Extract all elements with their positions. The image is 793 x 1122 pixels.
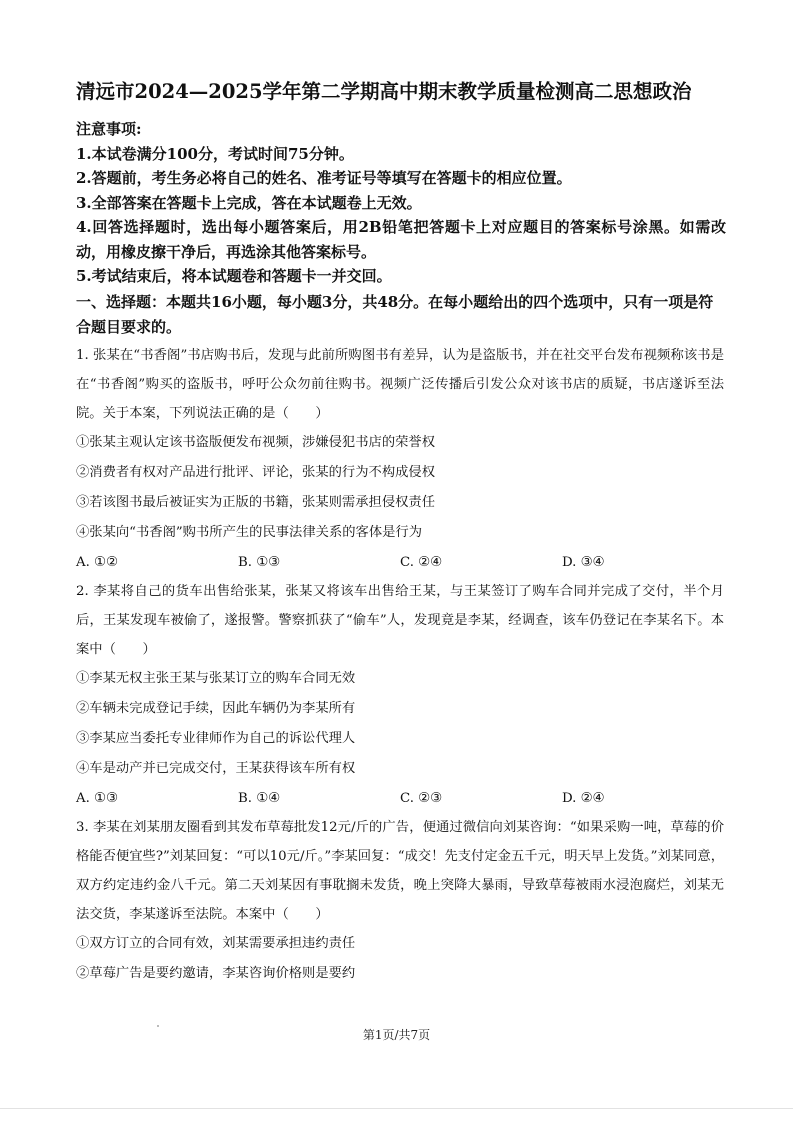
questions-list — [76, 341, 724, 989]
notes-heading: 注意事项: — [76, 120, 142, 138]
note-item: 5.考试结束后，将本试题卷和答题卡一并交回。 — [76, 267, 392, 285]
choice-c: C. ②③ — [400, 791, 442, 806]
page-number: 第1页/共7页 — [362, 1028, 431, 1042]
question-3 — [76, 813, 724, 989]
section-heading: 一、选择题：本题共16小题，每小题3分，共48分。在每小题给出的四个选项中，只有一项是符合题目要求的。 — [76, 293, 714, 336]
statement-item: ①李某无权主张王某与张某订立的购车合同无效 — [76, 671, 356, 686]
statement-item: ②车辆未完成登记手续，因此车辆仍为李某所有 — [76, 701, 356, 716]
statement-item: ②消费者有权对产品进行批评、评论，张某的行为不构成侵权 — [76, 465, 436, 480]
page-title: 清远市2024—2025学年第二学期高中期末教学质量检测高二思想政治 — [76, 80, 692, 103]
question-stem: 2. 李某将自己的货车出售给张某，张某又将该车出售给王某，与王某签订了购车合同并完成了交付，半个月后，王某发现车被偷了，遂报警。警察抓获了“偷车”人，发现竟是李某，经调查，该车仍登记在李某名下。本案中（ ） — [76, 584, 724, 657]
note-item: 3.全部答案在答题卡上完成，答在本试题卷上无效。 — [76, 193, 422, 212]
statement-item: ④车是动产并已完成交付，王某获得该车所有权 — [76, 761, 356, 776]
choice-a: A. ①③ — [76, 791, 118, 806]
notes-block — [76, 117, 726, 289]
question-stem: 1. 张某在“书香阁”书店购书后，发现与此前所购图书有差异，认为是盗版书，并在社交平台发布视频称该书是在“书香阁”购买的盗版书，呼吁公众勿前往购书。视频广泛传播后引发公众对该书店的质疑，书店遂诉至法院。关于本案，下列说法正确的是（ ） — [76, 348, 724, 421]
note-item: 1.本试卷满分100分，考试时间75分钟。 — [76, 144, 354, 163]
choice-b: B. ①③ — [238, 555, 281, 570]
note-item: 4.回答选择题时，选出每小题答案后，用2B铅笔把答题卡上对应题目的答案标号涂黑。如需改动，用橡皮擦干净后，再选涂其他答案标号。 — [76, 218, 726, 261]
statement-item: ③若该图书最后被证实为正版的书籍，张某则需承担侵权责任 — [76, 495, 436, 510]
choice-b: B. ①④ — [238, 791, 281, 806]
answer-choices — [76, 784, 724, 813]
choice-a: A. ①② — [76, 555, 118, 570]
statement-item: ④张某向“书香阁”购书所产生的民事法律关系的客体是行为 — [76, 525, 423, 540]
statement-item: ①张某主观认定该书盗版便发布视频，涉嫌侵犯书店的荣誉权 — [76, 435, 436, 450]
page-bottom-rule — [0, 1108, 793, 1109]
question-1 — [76, 341, 724, 577]
answer-choices — [76, 548, 724, 577]
question-2 — [76, 577, 724, 813]
note-item: 2.答题前，考生务必将自己的姓名、准考证号等填写在答题卡的相应位置。 — [76, 169, 572, 187]
statement-item: ①双方订立的合同有效，刘某需要承担违约责任 — [76, 936, 356, 951]
choice-d: D. ③④ — [562, 555, 605, 570]
choice-d: D. ②④ — [562, 791, 605, 806]
choice-c: C. ②④ — [400, 555, 442, 570]
statement-item: ③李某应当委托专业律师作为自己的诉讼代理人 — [76, 731, 356, 746]
question-stem: 3. 李某在刘某朋友圈看到其发布草莓批发12元/斤的广告，便通过微信向刘某咨询：“如果采购一吨，草莓的价格能否便宜些?”刘某回复：“可以10元/斤。”李某回复：“成交！先支付定金五千元，明天早上发货。”刘某同意，双方约定违约金八千元。第二天刘某因有事耽搁未发货，晚上突降大暴雨，导致草莓被雨水浸泡腐烂，刘某无法交货，李某遂诉至法院。本案中（ ） — [76, 820, 724, 922]
statement-item: ②草莓广告是要约邀请，李某咨询价格则是要约 — [76, 966, 356, 981]
